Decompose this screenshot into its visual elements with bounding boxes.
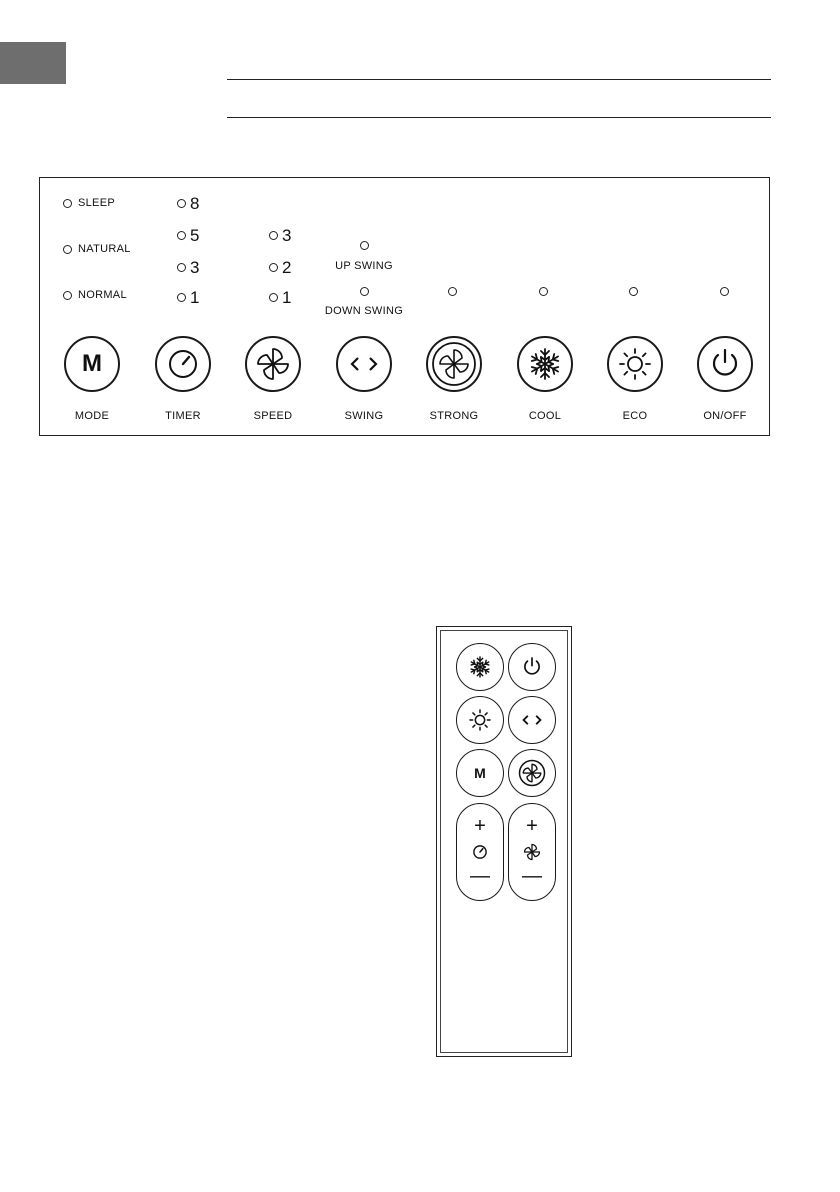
header-rule-top: [227, 79, 771, 80]
swing-arrows-icon: [520, 713, 544, 727]
power-led: [720, 287, 729, 296]
swing-arrows-icon: [347, 354, 381, 374]
remote-timer-rocker[interactable]: [456, 803, 504, 901]
up-swing-led: [360, 241, 369, 250]
timer-5-led: [177, 231, 186, 240]
remote-swing-button[interactable]: [508, 696, 556, 744]
sun-icon: [617, 346, 653, 382]
timer-8-label: 8: [190, 194, 200, 213]
fan-icon: [523, 843, 541, 861]
page-corner-tab: [0, 42, 66, 84]
timer-3-led: [177, 263, 186, 272]
speed-1-label: 1: [282, 288, 292, 307]
cool-button[interactable]: [517, 336, 573, 392]
remote-strong-button[interactable]: [508, 749, 556, 797]
speed-2-led: [269, 263, 278, 272]
swing-label: SWING: [344, 410, 384, 422]
speed-button[interactable]: [245, 336, 301, 392]
down-swing-led: [360, 287, 369, 296]
strong-fan-icon: [517, 758, 547, 788]
control-panel: [39, 177, 770, 436]
timer-label: TIMER: [165, 410, 201, 422]
snowflake-icon: [468, 655, 492, 679]
sleep-label: SLEEP: [78, 197, 115, 209]
timer-minus-button[interactable]: —: [470, 865, 490, 887]
timer-1-label: 1: [190, 288, 200, 307]
speed-plus-button[interactable]: +: [526, 815, 538, 837]
speed-label: SPEED: [253, 410, 293, 422]
swing-button[interactable]: [336, 336, 392, 392]
snowflake-icon: [527, 346, 563, 382]
timer-icon: [472, 844, 488, 860]
remote-power-button[interactable]: [508, 643, 556, 691]
mode-label: MODE: [74, 410, 110, 422]
strong-button[interactable]: [426, 336, 482, 392]
cool-led: [539, 287, 548, 296]
remote-eco-button[interactable]: [456, 696, 504, 744]
timer-3-label: 3: [190, 258, 200, 277]
natural-led: [63, 245, 72, 254]
down-swing-label: DOWN SWING: [324, 305, 404, 317]
natural-label: NATURAL: [78, 243, 131, 255]
strong-fan-icon: [430, 340, 478, 388]
on-off-button[interactable]: [697, 336, 753, 392]
remote-speed-rocker[interactable]: [508, 803, 556, 901]
timer-8-led: [177, 199, 186, 208]
timer-1-led: [177, 293, 186, 302]
speed-3-led: [269, 231, 278, 240]
timer-5-label: 5: [190, 226, 200, 245]
header-rule-bottom: [227, 117, 771, 118]
mode-m-icon: M: [82, 350, 102, 377]
power-icon: [521, 656, 543, 678]
normal-label: NORMAL: [78, 289, 127, 301]
normal-led: [63, 291, 72, 300]
speed-3-label: 3: [282, 226, 292, 245]
timer-button[interactable]: [155, 336, 211, 392]
mode-button[interactable]: [64, 336, 120, 392]
up-swing-label: UP SWING: [335, 260, 393, 272]
strong-led: [448, 287, 457, 296]
strong-label: STRONG: [429, 410, 479, 422]
timer-plus-button[interactable]: +: [474, 815, 486, 837]
cool-label: COOL: [528, 410, 562, 422]
eco-label: ECO: [622, 410, 648, 422]
remote-cool-button[interactable]: [456, 643, 504, 691]
timer-icon: [166, 347, 200, 381]
speed-1-led: [269, 293, 278, 302]
sleep-led: [63, 199, 72, 208]
eco-led: [629, 287, 638, 296]
eco-button[interactable]: [607, 336, 663, 392]
sun-icon: [468, 708, 492, 732]
remote-mode-button[interactable]: [456, 749, 504, 797]
power-icon: [708, 347, 742, 381]
fan-icon: [255, 346, 291, 382]
speed-2-label: 2: [282, 258, 292, 277]
speed-minus-button[interactable]: —: [522, 865, 542, 887]
mode-m-icon: M: [474, 765, 486, 781]
on-off-label: ON/OFF: [703, 410, 747, 422]
